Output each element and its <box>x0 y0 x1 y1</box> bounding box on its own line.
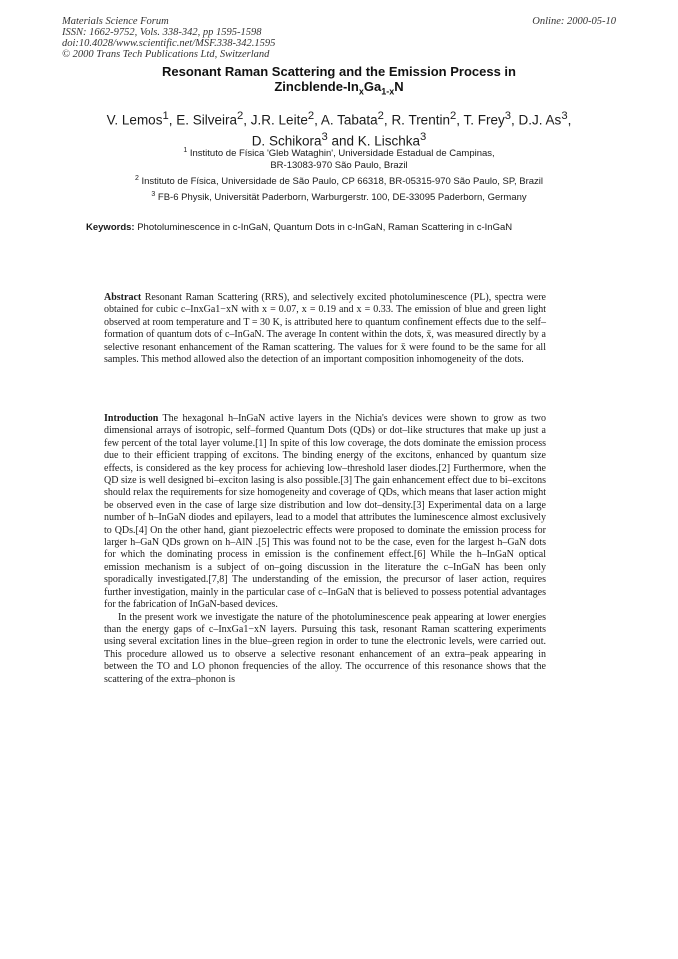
issn-line: ISSN: 1662-9752, Vols. 338-342, pp 1595-1598 <box>62 27 262 38</box>
affiliation-2: $^2$ Instituto de Física, Universidade de São Paulo, CP 66318, BR-05315-970 São Paulo, SP, Brazil <box>134 175 544 188</box>
author-list <box>60 108 618 149</box>
abstract-text: Resonant Raman Scattering (RRS), and selectively excited photoluminescence (PL), spectra were obtained for cubic c–InxGa1−xN with x = 0.07, x = 0.19 and x = 0.33. The emission of blue and green light observed at room temperature and T = 30 K, is attributed here to quantum confinement effects due to the self–formation of quantum dots of c–InGaN. The average In content within the dots, x̄, was measured directly by a selective resonant enhancement of the Raman scattering. The values for x̄ were found to be the same for all samples. This method allowed also the detection of an important composition inhomogeneity of the dots. <box>104 292 546 366</box>
introduction-paragraph-2: In the present work we investigate the nature of the photoluminescence peak appearing at lower energies than the energy gaps of c–InxGa1−xN layers. Pursuing this task, resonant Raman scattering experiments using several excitation lines in the blue–green region in order to tune the electronic levels, were carried out. This procedure allowed us to observe a selective resonant enhancement of an extra–peak appearing in between the TO and LO phonon frequencies of the alloy. The occurrence of this resonance shows that the scattering of the extra–phonon is <box>104 611 546 685</box>
doi-line: doi:10.4028/www.scientific.net/MSF.338-342.1595 <box>62 38 276 49</box>
abstract <box>104 292 546 366</box>
affiliation-3: $^3$ FB-6 Physik, Universität Paderborn, Warburgerstr. 100, DE-33095 Paderborn, Germany <box>151 191 527 204</box>
keywords-text: Photoluminescence in c-InGaN, Quantum Dots in c-InGaN, Raman Scattering in c-InGaN <box>134 222 513 233</box>
title-line-1: Resonant Raman Scattering and the Emission Process in <box>162 64 516 79</box>
copyright-line: © 2000 Trans Tech Publications Ltd, Switzerland <box>62 49 270 60</box>
publication-header <box>62 16 618 60</box>
author-line-1: V. Lemos$^1$, E. Silveira$^2$, J.R. Leite$^2$, A. Tabata$^2$, R. Trentin$^2$, T. Frey$^3$, D.J. As$^3$, <box>106 110 572 128</box>
keywords-label: Keywords: <box>86 222 135 233</box>
affiliation-1: $^1$ Instituto de Física 'Gleb Wataghin', Universidade Estadual de Campinas, BR-13083-970 São Paulo, Brazil <box>183 147 495 172</box>
introduction <box>104 413 546 686</box>
keywords <box>86 222 526 234</box>
paper-title <box>60 64 618 100</box>
introduction-paragraph-1: The hexagonal h–InGaN active layers in the Nichia's devices were shown to grow as two dimensional arrays of isotropic, self–formed Quantum Dots (QDs) or dot–like structures that make up just a few percent of the total layer volume.[1] In spite of this low coverage, the dots dominate the emission process due to their efficient trapping of excitons. The binding energy of the excitons, enhanced by quantum size effects, is considered as the key process for achieving low–threshold laser diodes.[2] Furthermore, when the QD size is well designed bi–exciton lasing is also possible.[3] The gain enhancement effect due to bi–excitons should relax the requirements for size homogeneity and coverage of QDs, which means that laser action might be observed even in the case of large size distribution and low dot–density.[3] Experimental data on a large number of h–InGaN diodes and epilayers, lead to a model that attributes the luminescence almost exclusively to QDs.[4] On the other hand, giant piezoelectric effects were proposed to dominate the emission process for larger h–GaN QDs grown on h–AlN .[5] This was found not to be the case, even for the largest h–GaN dots for which the dominating process in emission is the confinement effect.[6] While the h–InGaN optical emission mechanism is a subject of on–going discussion in the literature the c–InGaN has been only sporadically investigated.[7,8] The understanding of the emission, the precursor of laser action, requires further investigation, mainly in the particular case of c–InGaN that is believed to possess potential advantages for the fabrication of InGaN-based devices. <box>104 413 546 611</box>
author-line-2: D. Schikora$^3$ and K. Lischka$^3$ <box>251 130 427 148</box>
online-date: Online: 2000-05-10 <box>532 16 616 27</box>
introduction-label: Introduction <box>104 413 159 424</box>
journal-name: Materials Science Forum <box>62 16 169 27</box>
title-line-2: Zincblende-$In_xGa_{1-x}N$ <box>274 79 404 97</box>
abstract-label: Abstract <box>104 292 142 303</box>
